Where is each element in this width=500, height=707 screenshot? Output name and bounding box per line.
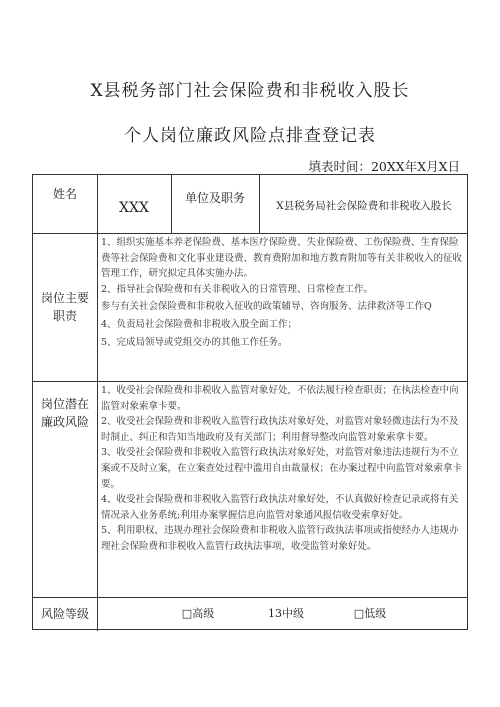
risk-content: [97, 381, 469, 597]
document-subtitle: 个人岗位廉政风险点排查登记表: [124, 126, 376, 146]
duty-item: 1、组织实施基本养老保险费、基本医疗保险费、失业保险费、工伤保险费、生育保险费等社会保险费和文化事业建设费、教育费附加和地方教育附加等有关非税收入的征收管理工作，研究拟定具体实施办法。: [101, 237, 463, 280]
fill-date: 填表时间：20XX年X月X日: [308, 159, 460, 174]
risk-item: 2、收受社会保险费和非税收入监管行政执法对象好处，对监管对象轻微违法行为不及时制止、纠正和告知当地政府及有关部门；利用督导整改向监管对象索拿卡要。: [101, 416, 459, 443]
unit-label: 单位及职务: [184, 191, 245, 205]
registration-table: [32, 174, 468, 630]
duties-content: [97, 233, 469, 381]
risk-item: 4、收受社会保险费和非税收入监管行政执法对象好处，不认真做好检查记录或将有关情况录入业务系统;利用办案掌握信息向监管对象通风报信收受索拿好处。: [101, 494, 459, 521]
name-label: 姓名: [52, 187, 77, 201]
unit-value: X县税务局社会保险费和非税收入股长: [276, 200, 452, 212]
duty-item: 5、完成局领导或党组交办的其他工作任务。: [101, 336, 288, 348]
document-title: X县税务部门社会保险费和非税收入股长: [90, 81, 410, 101]
duty-item: 4、负责局社会保险费和非税收入股全面工作；: [101, 318, 298, 330]
duty-item: 2、指导社会保险费和有关非税收入的日常管理、日常检查工作。: [101, 283, 374, 295]
risk-item: 3、收受社会保险费和非税收入监管行政执法对象好处，对监管对象违法违规行为不立案或不及时立案，在立案查处过程中滥用自由裁量权；在办案过程中向监管对象索拿卡要。: [101, 447, 463, 490]
level-label: 风险等级: [40, 607, 89, 621]
duty-item: 参与有关社会保险费和非税收入征收的政策辅导、咨询服务、法律救济等工作Q: [101, 301, 432, 313]
level-high-option[interactable]: □高级: [181, 607, 215, 620]
level-mid-option[interactable]: 13中级: [268, 607, 304, 620]
level-low-option[interactable]: □低级: [353, 607, 387, 620]
risk-label: 岗位潜在廉政风险: [40, 397, 89, 429]
risk-item: 5、利用职权，违规办理社会保险费和非税收入监管行政执法事项或指使经办人违规办理社会保险费和非税收入监管行政执法事项，收受监管对象好处。: [101, 525, 459, 552]
risk-item: 1、收受社会保险费和非税收入监管对象好处，不依法履行检查职责；在执法检查中向监管对象索拿卡要。: [101, 385, 459, 412]
name-value: XXX: [119, 200, 149, 216]
duties-label: 岗位主要职责: [40, 291, 89, 323]
